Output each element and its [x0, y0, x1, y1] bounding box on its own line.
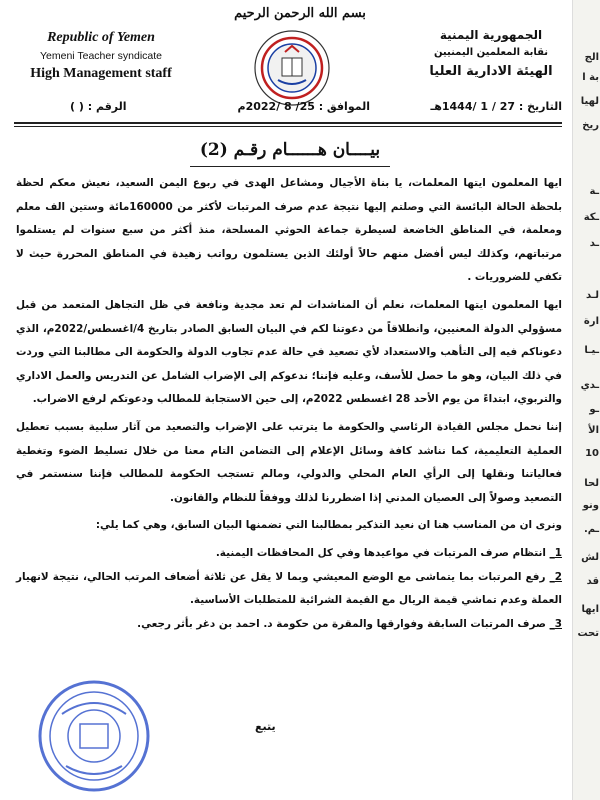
- side-fragment: ـو: [589, 404, 599, 415]
- side-fragment: لهيا: [580, 96, 599, 107]
- statement-body: [16, 172, 562, 636]
- side-fragment: الأ: [588, 425, 599, 436]
- title-underline: [190, 166, 390, 167]
- english-country-title: Republic of Yemen: [47, 30, 155, 45]
- arabic-country-title: الجمهورية اليمنية: [439, 28, 543, 42]
- side-fragment: ونو: [582, 500, 599, 511]
- side-fragment: ريخ: [582, 120, 599, 131]
- side-fragment: لحا: [584, 478, 599, 489]
- demand-text: صرف المرتبات السابقة وفوارقها والمقرة من حكومة د. احمد بن دغر بأثر رجعي.: [137, 617, 550, 630]
- statement-title: بيــــان هــــــام رقـم (2): [199, 140, 381, 160]
- side-fragment: الج: [584, 52, 599, 63]
- side-fragment: لش: [581, 552, 599, 563]
- arabic-syndicate-name: نقابة المعلمين اليمنيين: [433, 47, 549, 58]
- demand-text: انتظام صرف المرتبات في مواعيدها وفي كل المحافظات اليمنية.: [215, 546, 550, 559]
- side-fragment: قد: [586, 576, 599, 587]
- hijri-date: التاريخ : 27 / 1 /1444هـ: [430, 100, 562, 113]
- syndicate-logo-icon: [252, 28, 332, 108]
- side-fragment: ـد: [589, 238, 599, 249]
- paragraph: إننا نحمل مجلس القيادة الرئاسي والحكومة ما يترتب على الإضراب والتصعيد من آثار سلبية بسبب تعطيل العملية التعليمية، كما نناشد كافة وسائل الإعلام إلى التضامن التام معنا من خلال تسليط الضوء وتغطية فعالياتنا ونقلها إلى الرأي العام المحلي والدولي، ومالم تستجب الحكومة للمطالب فإننا سنستمر في التصعيد وصولاً إلى العصيان المدني إذا اضطررنا لذلك ووفقاً للنظام والقانون.: [16, 420, 562, 504]
- header-divider: [14, 122, 562, 124]
- paragraph: ونرى ان من المناسب هنا ان نعيد التذكير بمطالبنا التي تضمنها البيان السابق، وهي كما يلي:: [95, 519, 562, 532]
- side-fragment: ارة: [583, 316, 599, 327]
- adjacent-page-edge: [572, 0, 600, 800]
- demand-number: 1_: [549, 546, 562, 559]
- side-fragment: ايها: [581, 604, 599, 615]
- side-fragment: تحت: [577, 628, 599, 639]
- arabic-letterhead: [420, 28, 562, 79]
- demand-text: رفع المرتبات بما يتماشى مع الوضع المعيشي وبما لا يقل عن ثلاثة أضعاف المرتب الحالي، نتيجة لانهيار العملة وعدم تماشي قيمة الريال مع القيمة الشرائية للمتطلبات الأساسية.: [16, 570, 562, 607]
- side-fragment: 10: [585, 448, 599, 459]
- demand-item-2: [16, 566, 562, 613]
- demand-item-1: [16, 542, 562, 566]
- demand-item-3: [16, 613, 562, 637]
- side-fragment: ـم.: [583, 524, 599, 535]
- gregorian-date: الموافق : 25/ 8 /2022م: [237, 100, 370, 113]
- official-stamp-icon: [36, 678, 152, 794]
- reference-number: الرقم : ( ): [70, 100, 127, 113]
- side-fragment: ـدي: [580, 380, 599, 391]
- demand-number: 2_: [549, 570, 562, 583]
- english-letterhead: [16, 30, 186, 82]
- paragraph: ايها المعلمون ايتها المعلمات، يا بناة الأجيال ومشاعل الهدى في ربوع اليمن السعيد، نعيش معكم لحظة بلحظة الحالة البائسة التي وصلتم إليها نتيجة عدم صرف المرتبات لأكثر من 160000مائة وستين الف معلم ومعلمة، في المناطق الخاضعة لسيطرة جماعة الحوثي المسلحة، منذ أكثر من سبع سنوات لم يستلموا مرتباتهم، وكذلك ليس أفضل منهم حالاً أولئك الذين يستلمون رواتب زهيدة في المناطق المحررة حيث لا تكفي للضروريات .: [16, 177, 562, 284]
- english-staff-title: High Management staff: [30, 66, 172, 81]
- side-fragment: ـيـا: [584, 345, 599, 356]
- english-syndicate-name: Yemeni Teacher syndicate: [40, 50, 162, 62]
- continued-label: يتبع: [255, 720, 276, 733]
- side-fragment: ـكة: [583, 212, 599, 223]
- paragraph: ايها المعلمون ايتها المعلمات، نعلم أن المناشدات لم تعد مجدية ونافعة في ظل التجاهل المتعمد من قبل مسؤولي الدولة المعنيين، وانطلاقاً من دعوتنا لكم في البيان السابق الصادر بتاريخ 4/اغسطس/2022م، الذي دعوناكم فيه إلى التأهب والاستعداد لأي تصعيد في حالة عدم تجاوب الدولة والحكومة الى مطالبنا التي وردت في ذلك البيان، وهو ما حصل للأسف، وعليه فإننا؛ ندعوكم إلى الإضراب الشامل عن التدريس والعمل الاداري والتربوي، ابتداءً من يوم الأحد 28 اغسطس 2022م، إلى حين الاستجابة للمطالب ودعوتكم لرفع الاضراب.: [16, 298, 563, 406]
- bismillah-heading: بسم الله الرحمن الرحيم: [234, 6, 366, 21]
- demand-number: 3_: [549, 617, 562, 630]
- side-fragment: ـة: [589, 186, 599, 197]
- arabic-board-title: الهيئة الادارية العليا: [429, 64, 553, 79]
- side-fragment: لـد: [586, 290, 599, 301]
- header-divider-thin: [14, 126, 562, 127]
- side-fragment: بة ا: [582, 72, 599, 83]
